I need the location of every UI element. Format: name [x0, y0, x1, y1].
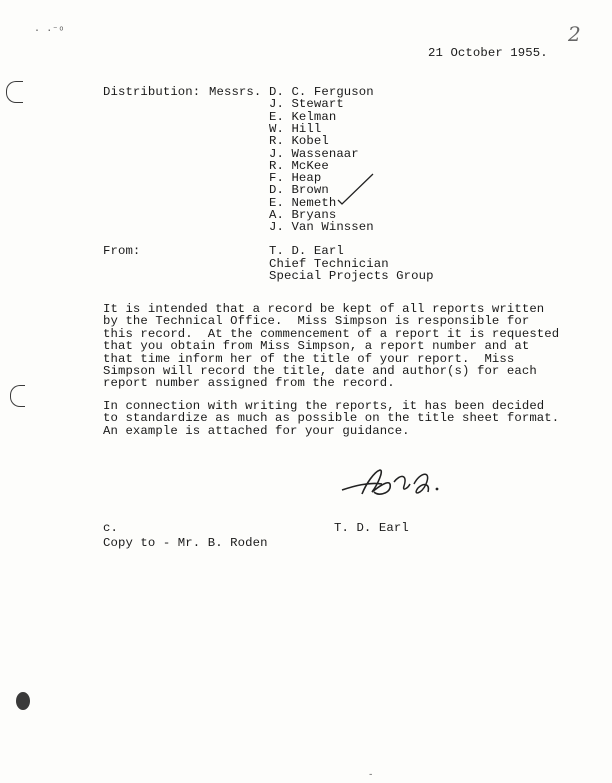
page-number-mark: 2 [568, 22, 581, 46]
recipient-name: J. Stewart [269, 97, 344, 112]
paragraph-line: by the Technical Office. Miss Simpson is responsible for [103, 314, 530, 329]
paragraph-line: that time inform her of the title of your report. Miss [103, 351, 515, 366]
punch-hole-top [6, 81, 23, 103]
recipient-name: A. Bryans [269, 208, 337, 222]
from-label: From: [103, 244, 141, 258]
paragraph-line: An example is attached for your guidance. [103, 423, 410, 438]
distribution-label: Distribution: [103, 85, 201, 99]
paragraph-line: It is intended that a record be kept of all reports written [103, 302, 545, 316]
recipient-name: J. Van Winssen [269, 220, 374, 235]
paragraph-line: to standardize as much as possible on the title sheet format. [103, 411, 560, 426]
sender-line: Chief Technician [269, 256, 389, 271]
paragraph-line: In connection with writing the reports, it has been decided [103, 399, 545, 413]
sender-line: T. D. Earl [269, 244, 344, 258]
punch-hole-bottom [16, 692, 30, 710]
recipient-name: E. Kelman [269, 109, 337, 124]
handwritten-signature [338, 462, 448, 504]
paragraph-line: report number assigned from the record. [103, 376, 395, 391]
recipient-name: R. Kobel [269, 134, 329, 149]
recipient-name: D. Brown [269, 183, 329, 198]
paragraph-line: this record. At the commencement of a report it is requested [103, 326, 560, 341]
signature-name: T. D. Earl [334, 521, 409, 535]
recipient-name: F. Heap [269, 171, 322, 186]
sender-line: Special Projects Group [269, 269, 434, 283]
stray-mark: · ·⁻ᵒ [34, 26, 65, 37]
paragraph-line: that you obtain from Miss Simpson, a report number and at [103, 339, 530, 354]
check-mark-icon [336, 170, 376, 210]
recipient-name: J. Wassenaar [269, 146, 359, 161]
recipient-name: D. C. Ferguson [269, 85, 374, 99]
letter-date: 21 October 1955. [428, 46, 548, 60]
copy-to-line: Copy to - Mr. B. Roden [103, 536, 268, 550]
messrs-label: Messrs. [209, 85, 262, 99]
recipient-name: R. McKee [269, 158, 329, 173]
stray-mark-bottom: - [368, 770, 374, 780]
punch-hole-middle [10, 385, 25, 407]
paragraph-line: Simpson will record the title, date and author(s) for each [103, 364, 537, 378]
cc-label: c. [103, 521, 118, 535]
recipient-name: W. Hill [269, 121, 322, 136]
recipient-name: E. Nemeth [269, 195, 337, 210]
